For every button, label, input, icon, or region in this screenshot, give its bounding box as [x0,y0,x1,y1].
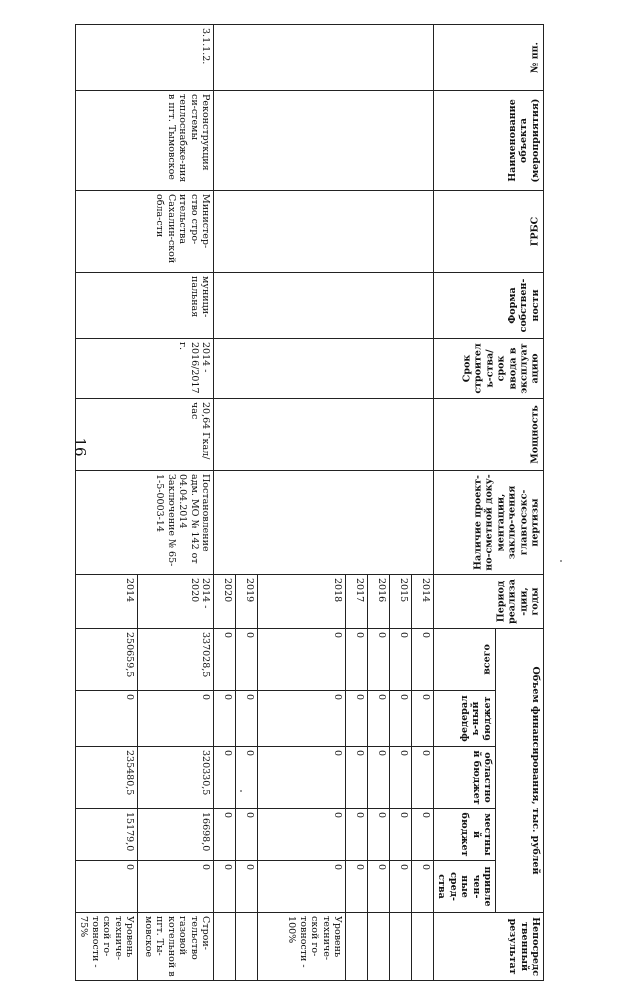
header-construction-term: Срок строитель-ства/срок ввода в эксплуатацию [434,339,544,399]
cell-regional: 0 [412,747,434,809]
header-regional: областной бюджет [434,747,496,809]
cell-total: 0 [412,629,434,691]
cell-total: 337028,5 [138,629,214,691]
cell-attracted: 0 [214,861,236,913]
cell-name: Реконструкция си-стемы теплоснабже-ния в пгт. Тымовское [76,91,214,191]
cell-period: 2017 [346,575,368,629]
scan-speck [240,790,242,792]
header-result: Непосредственный результат [434,913,544,981]
header-funding-group: Объем финансирования, тыс. рублей [496,629,544,913]
page-number: 16 [71,437,89,457]
cell-name [214,91,434,191]
scan-speck [560,560,562,562]
cell-period: 2014 [412,575,434,629]
table-row [138,25,214,981]
cell-local: 15179,0 [76,809,138,861]
funding-table [75,24,544,981]
cell-regional: 320330,5 [138,747,214,809]
cell-federal: 0 [138,691,214,747]
header-total: всего [434,629,496,691]
cell-grbs: Министер-ство стро-ительства Сахалин-ской обла-сти [76,191,214,273]
cell-term: 2014 - 2016/2017 г. [76,339,214,399]
cell-regional: 235480,5 [76,747,138,809]
cell-docs [214,471,434,575]
header-num: № пп. [434,25,544,91]
cell-total: 0 [214,629,236,691]
header-design-docs: Наличие проект-но-сметной доку-ментации, заклю-чения главгосэкс-пертизы [434,471,544,575]
cell-local: 0 [258,809,346,861]
cell-federal: 0 [346,691,368,747]
cell-period: 2020 [214,575,236,629]
cell-local: 0 [214,809,236,861]
header-attracted: привлечен-ные сред-ства [434,861,496,913]
cell-term [214,339,434,399]
cell-capacity: 20,64 Гкал/час [76,399,214,471]
cell-regional: 0 [236,747,258,809]
cell-ownership [214,273,434,339]
cell-federal: 0 [390,691,412,747]
cell-local: 0 [390,809,412,861]
header-grbs: ГРБС [434,191,544,273]
table-row [412,25,434,981]
cell-total: 0 [258,629,346,691]
cell-result [368,913,390,981]
cell-federal: 0 [368,691,390,747]
cell-local: 0 [368,809,390,861]
cell-regional: 0 [368,747,390,809]
cell-federal: 0 [236,691,258,747]
cell-period: 2014 - 2020 [138,575,214,629]
cell-federal: 0 [76,691,138,747]
cell-ownership: муници-пальная [76,273,214,339]
cell-num [214,25,434,91]
cell-period: 2014 [76,575,138,629]
cell-result: Уровень техниче-ской го-товности - 75% [76,913,138,981]
cell-attracted: 0 [236,861,258,913]
cell-period: 2016 [368,575,390,629]
cell-local: 16698,0 [138,809,214,861]
cell-regional: 0 [258,747,346,809]
cell-period: 2018 [258,575,346,629]
header-ownership: Форма собствен-ности [434,273,544,339]
header-capacity: Мощность [434,399,544,471]
cell-federal: 0 [214,691,236,747]
cell-grbs [214,191,434,273]
cell-result [236,913,258,981]
cell-total: 0 [390,629,412,691]
cell-attracted: 0 [390,861,412,913]
cell-federal: 0 [412,691,434,747]
cell-total: 0 [236,629,258,691]
header-period: Период реализа-ции, годы [434,575,544,629]
cell-total: 0 [346,629,368,691]
cell-result [346,913,368,981]
cell-total: 250659,5 [76,629,138,691]
cell-num: 3.1.1.2. [76,25,214,91]
cell-local: 0 [412,809,434,861]
cell-attracted: 0 [412,861,434,913]
cell-regional: 0 [214,747,236,809]
cell-period: 2019 [236,575,258,629]
cell-attracted: 0 [368,861,390,913]
cell-docs: Постановление адм. МО № 142 от 04.04.2014 Заключение № 65-1-5-0003-14 [76,471,214,575]
cell-capacity [214,399,434,471]
cell-result [412,913,434,981]
cell-attracted: 0 [76,861,138,913]
cell-local: 0 [346,809,368,861]
cell-federal: 0 [258,691,346,747]
cell-result: Строи-тельство газовой котельной в пгт. Ты-мовское [138,913,214,981]
header-local: местный бюджет [434,809,496,861]
header-name: Наименование объекта (мероприятия) [434,91,544,191]
cell-attracted: 0 [258,861,346,913]
rotated-table-container [78,24,544,977]
cell-result [214,913,236,981]
cell-regional: 0 [346,747,368,809]
cell-local: 0 [236,809,258,861]
cell-total: 0 [368,629,390,691]
cell-result [390,913,412,981]
cell-attracted: 0 [138,861,214,913]
header-federal: федераль-ный бюджет [434,691,496,747]
cell-regional: 0 [390,747,412,809]
cell-attracted: 0 [346,861,368,913]
cell-period: 2015 [390,575,412,629]
cell-result: Уровень техниче-ской го-товности - 100% [258,913,346,981]
